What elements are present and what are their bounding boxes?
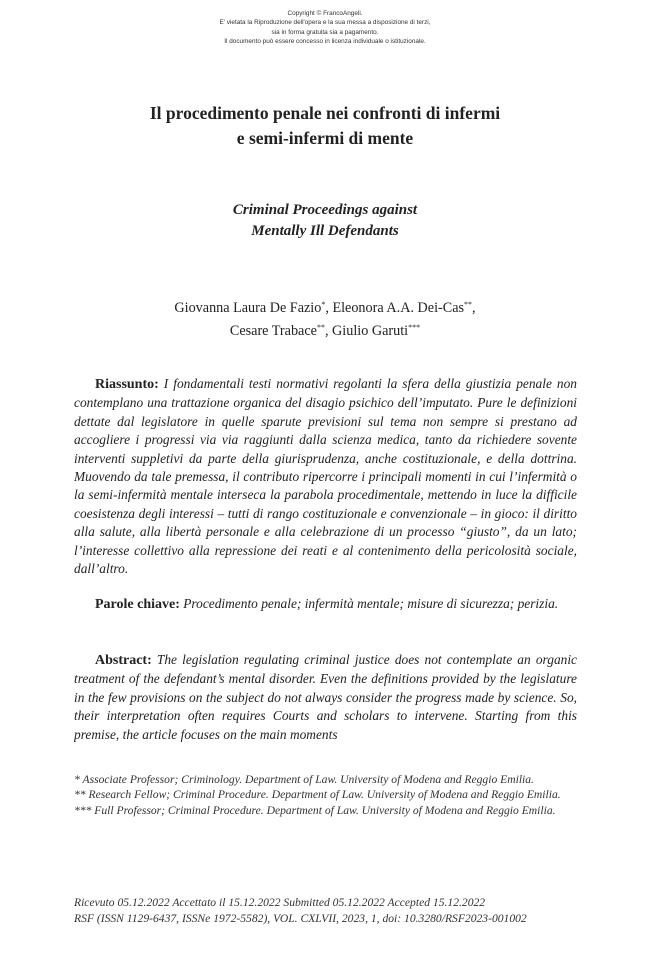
copyright-line: E' vietata la Riproduzione dell'opera e la sua messa a disposizione di terzi, [219, 19, 431, 27]
author-list [0, 297, 650, 343]
copyright-line: Copyright © FrancoAngeli. [287, 10, 363, 17]
abstract-text: The legislation regulating criminal justice does not contemplate an organic treatment of the defendant’s mental disorder. Even the definitions provided by the legislature in the few provisions on the subject do not always consider the progress made by science. So, their interpretation often requires Courts and scholars to intervene. Starting from this premise, the article focuses on the main moments [74, 652, 577, 742]
separator: , [472, 300, 476, 316]
publication-info [74, 895, 577, 927]
copyright-notice [0, 9, 650, 47]
footnote: *** Full Professor; Criminal Procedure. Department of Law. University of Modena and Reggio Emilia. [74, 803, 556, 817]
affiliation-mark: *** [408, 323, 421, 332]
footnote: ** Research Fellow; Criminal Procedure. Department of Law. University of Modena and Reggio Emilia. [74, 788, 561, 802]
copyright-line: sia in forma gratuita sia a pagamento. [271, 28, 379, 36]
paper-title-line: e semi-infermi di mente [236, 128, 414, 148]
keywords-text: Procedimento penale; infermità mentale; misure di sicurezza; perizia. [183, 596, 559, 611]
footnote: * Associate Professor; Criminology. Department of Law. University of Modena and Reggio Emilia. [74, 773, 534, 786]
abstract-label: Abstract: [95, 653, 152, 668]
copyright-line: Il documento può essere concesso in licenza individuale o istituzionale. [224, 38, 426, 46]
affiliation-mark: * [321, 300, 326, 309]
footnotes [74, 772, 577, 818]
paper-title [0, 101, 650, 151]
keywords-section [74, 595, 577, 614]
affiliation-mark: ** [316, 323, 325, 332]
received-dates: Ricevuto 05.12.2022 Accettato il 15.12.2022 Submitted 05.12.2022 Accepted 15.12.2022 [74, 896, 486, 909]
keywords-label: Parole chiave: [95, 597, 180, 612]
affiliation-mark: ** [464, 300, 473, 309]
abstract-section [74, 651, 577, 743]
author-line [0, 320, 650, 343]
journal-citation: RSF (ISSN 1129-6437, ISSNe 1972-5582), VOL. CXLVII, 2023, 1, doi: 10.3280/RSF2023-001002 [74, 912, 527, 925]
riassunto-label: Riassunto: [95, 377, 159, 392]
english-title-line: Criminal Proceedings against [232, 202, 418, 218]
author-name: Cesare Trabace [229, 323, 317, 339]
english-title-line: Mentally Ill Defendants [251, 223, 399, 239]
author-name: , Eleonora A.A. Dei-Cas [325, 300, 465, 316]
riassunto-text: I fondamentali testi normativi regolanti la sfera della giustizia penale non contemplano una trattazione organica del disagio psichico dell’imputato. Pure le definizioni dettate dal legislatore in quelle sparute previsioni sul tema non sempre si prestano ad accogliere i progressi via via raggiunti dalla scienza medica, tanto da richiedere sovente interventi suppletivi da parte della giurisprudenza, anche costituzionale, e della dottrina. Muovendo da tale premessa, il contributo ripercorre i principali momenti in cui l’infermità o la semi-infermità mentale interseca la parabola procedimentale, mettendo in luce la difficile coesistenza degli interessi – tutti di rango costituzionale e convenzionale – in gioco: il diritto alla salute, alla libertà personale e alla celebrazione di un processo “giusto”, da un lato; l’interesse collettivo alla repressione dei reati e al contenimento della pericolosità sociale, dall’altro. [74, 376, 577, 577]
author-name: Giovanna Laura De Fazio [174, 300, 322, 316]
english-title [0, 200, 650, 242]
author-name: , Giulio Garuti [324, 323, 409, 339]
author-line [0, 297, 650, 320]
paper-title-line: Il procedimento penale nei confronti di infermi [149, 103, 501, 123]
riassunto-section [74, 375, 577, 578]
